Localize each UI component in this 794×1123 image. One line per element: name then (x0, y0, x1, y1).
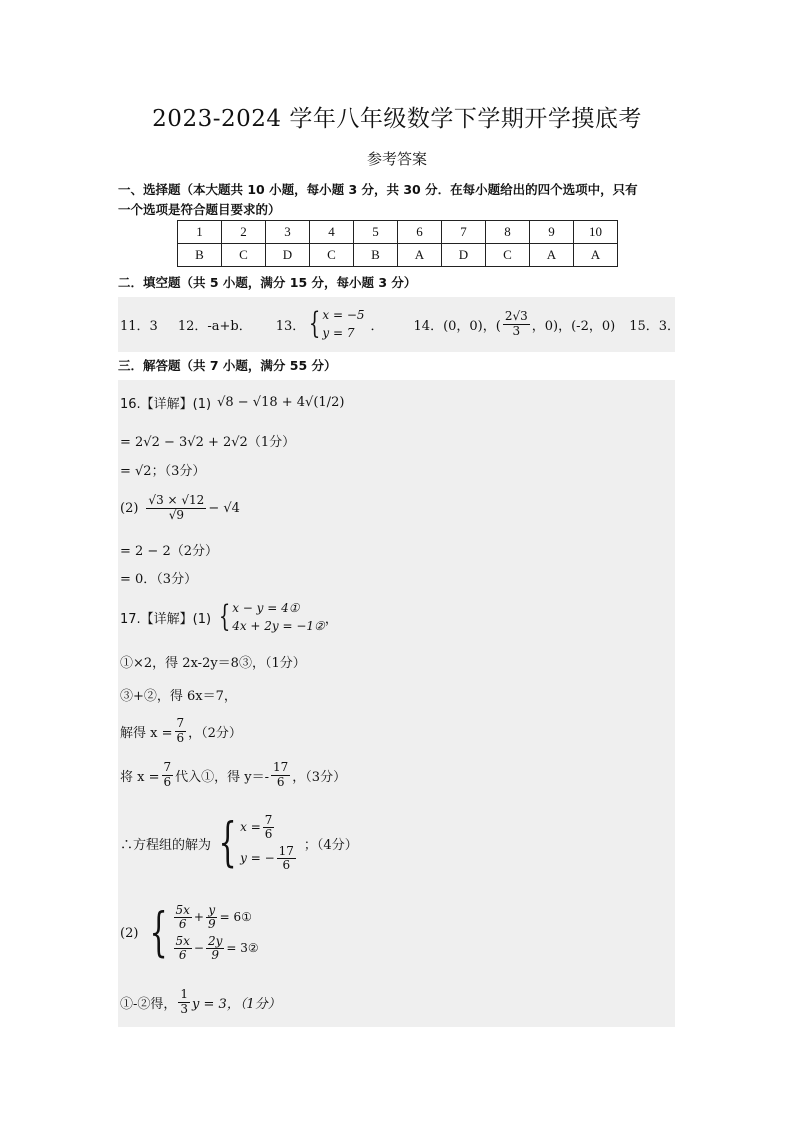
table-cell: A (398, 244, 442, 267)
q17-part2-step-1 (120, 984, 281, 1020)
answer-q14-end: ，0)，(-2，0) (531, 318, 616, 334)
q17-step1-text: ①×2，得 2x-2y＝8③，（1分） (120, 655, 306, 671)
q17-step4-mid: 代入①，得 y＝- (175, 769, 270, 785)
q17-step4-pre: 将 x = (120, 769, 160, 785)
fraction-numerator: 17 (278, 844, 294, 858)
table-cell: 10 (574, 221, 618, 244)
q17-step-4 (120, 756, 346, 794)
q17-label: 17.【详解】(1) (120, 611, 212, 627)
q17-step-1 (120, 651, 306, 671)
table-cell: 4 (310, 221, 354, 244)
q16-part2-label: (2) (120, 500, 139, 516)
q17-step4-post: ，（3分） (292, 769, 347, 785)
fraction-denominator: 6 (163, 774, 172, 789)
fraction-numerator: 1 (180, 987, 189, 1002)
fraction-numerator: 7 (163, 760, 172, 775)
q13-line1: x = −5 (322, 308, 365, 322)
q17-eq2: 4x + 2y = −1② (232, 619, 325, 633)
section3-heading: 三．解答题（共 7 小题，满分 55 分） (118, 358, 337, 373)
table-cell: 7 (442, 221, 486, 244)
q17-final-fraction (178, 988, 190, 1015)
brace-icon: { (149, 903, 169, 963)
q17-solution (120, 805, 358, 881)
section2-heading: 二．填空题（共 5 小题，满分 15 分，每小题 3 分） (118, 275, 417, 290)
q16-step-2 (120, 459, 205, 479)
fraction-denominator: 6 (178, 916, 187, 931)
table-cell: B (178, 244, 222, 267)
q14-fraction (503, 310, 530, 337)
q16-expression: √8 − √18 + 4√(1/2) (217, 394, 345, 410)
q16-step1-text: = 2√2 − 3√2 + 2√2（1分） (120, 434, 296, 450)
q16-problem-2 (120, 488, 240, 528)
q17-part2-label: (2) (120, 925, 139, 941)
q16-part2-numerator: √3 × √12 (148, 493, 205, 508)
fraction-denominator: 6 (276, 774, 285, 789)
q17-solution-pre: ∴方程组的解为 (120, 837, 212, 853)
q17-step-3 (120, 712, 242, 750)
fraction-denominator: 6 (176, 730, 185, 745)
solution-x-label: x = (240, 820, 261, 835)
section1-heading-cont: 一个选项是符合题目要求的） (118, 202, 281, 217)
fraction-denominator: 6 (264, 826, 273, 841)
table-cell: D (266, 244, 310, 267)
page-subtitle: 参考答案 (366, 150, 427, 168)
fraction-numerator: 7 (176, 716, 185, 731)
fraction-denominator: 6 (282, 858, 291, 873)
q16-label: 16.【详解】(1) (120, 396, 212, 412)
q14-numerator: 2√3 (504, 309, 528, 324)
q17-step2-text: ③+②，得 6x＝7， (120, 688, 237, 704)
brace-icon: { (218, 599, 231, 634)
q16-step-4 (120, 567, 197, 587)
q17-step4-fraction-y (271, 761, 290, 788)
q17-part2-system (142, 904, 258, 963)
solution-y-label: y = − (240, 851, 275, 866)
fraction-numerator: y (208, 902, 216, 917)
answer-q13-system (305, 306, 364, 342)
q17-problem-2 (120, 893, 259, 973)
q16-step2-text: = √2；（3分） (120, 463, 206, 479)
fraction-numerator: 2y (207, 934, 223, 948)
answer-q13-end: ． (370, 318, 384, 334)
q17-solution-system (211, 814, 298, 873)
table-cell: 3 (266, 221, 310, 244)
table-cell: 6 (398, 221, 442, 244)
section1-heading: 一、选择题（本大题共 10 小题，每小题 3 分，共 30 分．在每小题给出的四个选项中，只有 (118, 182, 638, 197)
fraction-denominator: 9 (211, 948, 220, 963)
table-cell: A (574, 244, 618, 267)
fraction-denominator: 3 (180, 1001, 189, 1016)
q16-part2-denominator: √9 (168, 507, 184, 522)
q17-problem-1 (120, 596, 338, 638)
q16-step-1 (120, 430, 295, 450)
table-cell: 8 (486, 221, 530, 244)
table-cell: 1 (178, 221, 222, 244)
q16-part2-fraction (146, 494, 206, 521)
page-title: 2023-2024 学年八年级数学下学期开学摸底考 (152, 106, 642, 132)
q17-eq1: x − y = 4① (232, 601, 300, 615)
table-cell: 9 (530, 221, 574, 244)
q14-denominator: 3 (512, 323, 521, 338)
q17-step4-fraction-x (162, 761, 174, 788)
fraction-numerator: 17 (273, 760, 289, 775)
q16-step4-text: = 0．（3分） (120, 571, 198, 587)
q17-system (215, 599, 325, 635)
q17-step3-post: ，（2分） (188, 725, 242, 741)
q17-final-post: y = 3，（1分） (192, 996, 281, 1012)
q17-final-pre: ①-②得， (120, 996, 177, 1012)
q17-step-2 (120, 684, 237, 704)
fraction-numerator: 5x (175, 902, 190, 917)
q16-part2-tail: − √4 (208, 500, 240, 516)
table-cell: 2 (222, 221, 266, 244)
q13-line2: y = 7 (322, 326, 355, 340)
q17-solution-x (240, 814, 298, 841)
answer-q14-label: 14．(0，0)，( (413, 318, 501, 334)
table-cell: C (310, 244, 354, 267)
eq1-tail: = 6① (219, 910, 252, 925)
eq2-tail: = 3② (226, 941, 259, 956)
table-cell: C (222, 244, 266, 267)
q17-part2-eq1: $\frac{5x}{6}$ + $\frac{y}{9}$ = 6① (175, 902, 252, 931)
table-row-numbers (178, 221, 618, 244)
table-cell: A (530, 244, 574, 267)
answer-q11: 11．3 (120, 318, 158, 334)
answer-q15: 15．3． (629, 318, 681, 334)
fraction-denominator: 6 (178, 948, 187, 963)
q17-comma: ， (324, 611, 338, 627)
table-row-answers (178, 244, 618, 267)
q17-step3-pre: 解得 x = (120, 725, 173, 741)
fraction-denominator: 9 (207, 916, 216, 931)
q17-solution-post: ；（4分） (303, 837, 358, 853)
brace-icon: { (218, 813, 237, 873)
q17-step3-fraction (175, 717, 187, 744)
fraction-numerator: 7 (264, 812, 273, 827)
fraction-numerator: 5x (175, 934, 190, 948)
q17-solution-y (240, 845, 298, 872)
q16-step3-text: = 2 − 2（2分） (120, 543, 218, 559)
answer-q13-label: 13． (275, 318, 306, 334)
table-cell: B (354, 244, 398, 267)
table-cell: 5 (354, 221, 398, 244)
table-cell: C (486, 244, 530, 267)
table-cell: D (442, 244, 486, 267)
brace-icon: { (309, 306, 321, 341)
fill-blank-answers (120, 303, 680, 345)
q17-part2-eq2: $\frac{5x}{6}$ − $\frac{2y}{9}$ = 3② (175, 934, 259, 963)
answer-q12: 12．-a+b． (177, 318, 252, 334)
choice-answer-table (177, 220, 618, 267)
q16-step-3 (120, 539, 218, 559)
q16-problem-1 (120, 386, 344, 418)
